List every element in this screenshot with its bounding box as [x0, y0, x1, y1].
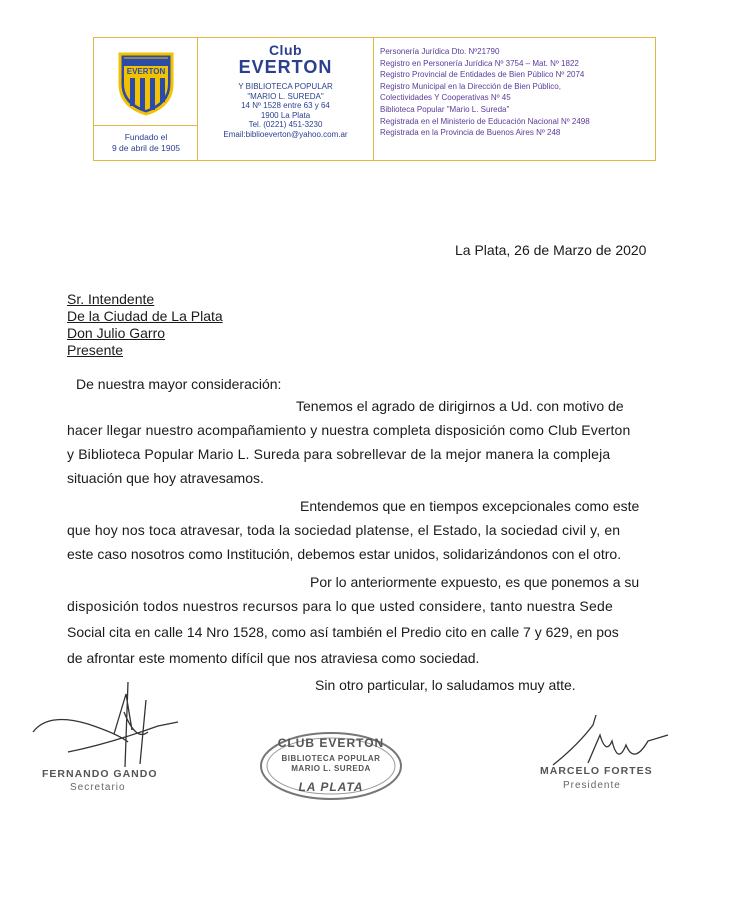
stamp-mid-text: MARIO L. SUREDA — [291, 764, 371, 773]
paragraph-line: de afrontar este momento difícil que nos atraviesa como sociedad. — [67, 650, 480, 666]
letterhead — [93, 37, 656, 161]
paragraph-line: que hoy nos toca atravesar, toda la sociedad platense, el Estado, la sociedad civil y, en — [67, 522, 621, 538]
letter-date: La Plata, 26 de Marzo de 2020 — [455, 242, 647, 258]
president-name: MARCELO FORTES — [540, 765, 653, 777]
letterhead-registry-list — [380, 46, 654, 139]
registry-line: Registrada en la Provincia de Buenos Aires Nº 248 — [380, 128, 561, 138]
closing-line: Sin otro particular, lo saludamos muy atte. — [315, 677, 576, 693]
stamp-top-text: CLUB EVERTON — [277, 736, 385, 750]
paragraph-line: y Biblioteca Popular Mario L. Sureda para sobrellevar de la mejor manera la compleja — [67, 446, 611, 462]
registry-line: Colectividades Y Cooperativas Nº 45 — [380, 93, 511, 103]
registry-line: Registro en Personería Jurídica Nº 3754 – Mat. Nº 1822 — [380, 58, 579, 68]
founded-line-1: Fundado el — [124, 132, 168, 142]
founded-line-2: 9 de abril de 1905 — [111, 143, 181, 153]
club-crest-logo — [116, 48, 176, 116]
registry-line: Biblioteca Popular "Mario L. Sureda" — [380, 104, 510, 114]
club-name: EVERTON — [238, 57, 333, 77]
paragraph-line: Por lo anteriormente expuesto, es que ponemos a su — [310, 574, 640, 590]
registry-line: Personería Jurídica Dto. Nº21790 — [380, 47, 500, 56]
club-info-line: Y BIBLIOTECA POPULAR — [238, 82, 333, 91]
club-stamp — [258, 730, 404, 802]
stamp-bottom-text: LA PLATA — [298, 780, 364, 794]
paragraph-line: situación que hoy atravesamos. — [67, 470, 264, 486]
letterhead-logo-panel — [94, 38, 198, 160]
paragraph-line: Tenemos el agrado de dirigirnos a Ud. con motivo de — [296, 398, 624, 414]
paragraph-line: hacer llegar nuestro acompañamiento y nuestra completa disposición como Club Everton — [67, 422, 631, 438]
club-address: 14 Nº 1528 entre 63 y 64 — [241, 101, 330, 110]
registry-line: Registro Municipal en la Dirección de Bien Público, — [380, 81, 561, 91]
paragraph-line: disposición todos nuestros recursos para lo que usted considere, tanto nuestra Sede — [67, 598, 614, 614]
salutation: De nuestra mayor consideración: — [76, 376, 282, 392]
stamp-mid-text: BIBLIOTECA POPULAR — [281, 754, 381, 763]
paragraph-line: este caso nosotros como Institución, debemos estar unidos, solidarizándonos con el otro. — [67, 546, 622, 562]
president-role: Presidente — [563, 780, 621, 791]
paragraph-line: Entendemos que en tiempos excepcionales como este — [300, 498, 640, 514]
club-email: Email:biblioeverton@yahoo.com.ar — [223, 129, 348, 139]
recipient-line: Don Julio Garro — [67, 325, 166, 341]
registry-line: Registrada en el Ministerio de Educación Nacional Nº 2498 — [380, 116, 590, 126]
secretary-signature — [28, 672, 198, 772]
registry-line: Registro Provincial de Entidades de Bien Público Nº 2074 — [380, 70, 585, 80]
recipient-line: Presente — [67, 342, 124, 358]
svg-text:EVERTON: EVERTON — [126, 67, 166, 76]
letterhead-club-info — [198, 38, 374, 160]
recipient-block — [67, 291, 223, 359]
club-city: 1900 La Plata — [260, 110, 311, 120]
founded-date — [94, 125, 198, 154]
club-phone: Tel. (0221) 451-3230 — [248, 120, 323, 129]
secretary-name: FERNANDO GANDO — [42, 768, 158, 780]
club-info-line: "MARIO L. SUREDA" — [247, 91, 324, 101]
secretary-role: Secretario — [70, 782, 126, 793]
recipient-line: Sr. Intendente — [67, 291, 155, 307]
paragraph-line: Social cita en calle 14 Nro 1528, como así también el Predio cito en calle 7 y 629, en pos — [67, 624, 619, 640]
club-word: Club — [268, 42, 303, 58]
recipient-line: De la Ciudad de La Plata — [67, 308, 223, 324]
